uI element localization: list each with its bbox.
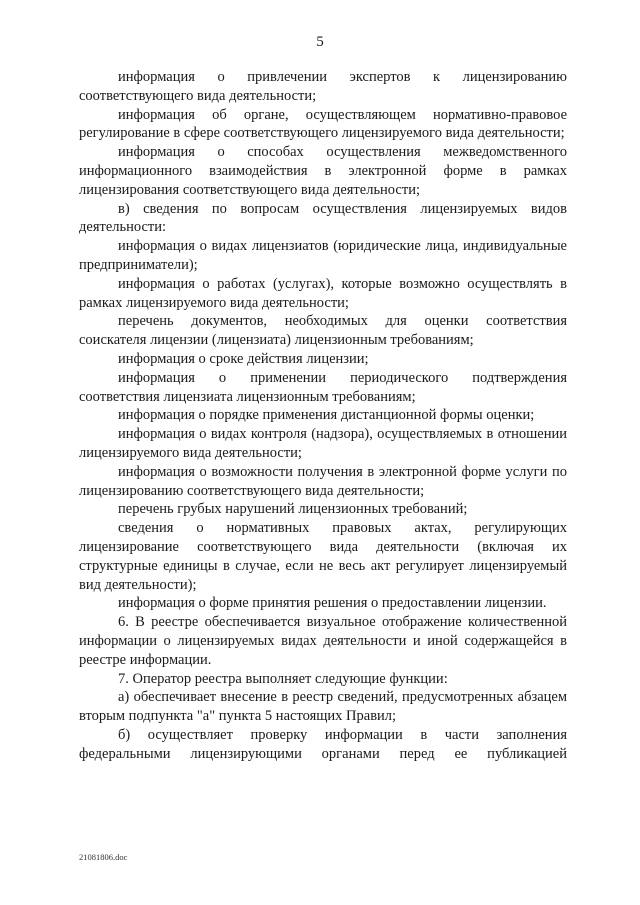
paragraph: информация о видах контроля (надзора), осуществляемых в отношении лицензируемого вида деятельности; — [79, 426, 567, 461]
paragraph: информация о работах (услугах), которые возможно осуществлять в рамках лицензируемого вида деятельности; — [79, 275, 567, 311]
document-body — [79, 68, 567, 763]
paragraph: информация о возможности получения в электронной форме услуги по лицензированию соответствующего вида деятельности; — [79, 463, 567, 499]
paragraph: а) обеспечивает внесение в реестр сведений, предусмотренных абзацем вторым подпункта "а" пункта 5 настоящих Правил; — [79, 689, 567, 725]
paragraph: сведения о нормативных правовых актах, регулирующих лицензирование соответствующего вида деятельности (включая их структурные единицы в случае, если не весь акт регулирует лицензируемый вид деятельности); — [79, 520, 567, 593]
paragraph: б) осуществляет проверку информации в части заполнения федеральными лицензирующими органами перед ее публикацией — [79, 726, 567, 762]
paragraph: информация о способах осуществления межведомственного информационного взаимодействия в электронной форме в рамках лицензирования соответствующего вида деятельности; — [79, 144, 567, 198]
paragraph: информация о применении периодического подтверждения соответствия лицензиата лицензионным требованиям; — [79, 369, 567, 405]
paragraph: информация о форме принятия решения о предоставлении лицензии. — [118, 595, 547, 612]
paragraph: информация о привлечении экспертов к лицензированию соответствующего вида деятельности; — [79, 69, 567, 104]
paragraph: 6. В реестре обеспечивается визуальное отображение количественной информации о лицензируемых видах деятельности и иной содержащейся в реестре информации. — [79, 614, 567, 668]
footer-file-code: 21081806.doc — [79, 852, 128, 862]
page-number: 5 — [316, 34, 324, 50]
paragraph: перечень документов, необходимых для оценки соответствия соискателя лицензии (лицензиата) лицензионным требованиям; — [79, 313, 567, 349]
paragraph: в) сведения по вопросам осуществления лицензируемых видов деятельности: — [79, 200, 567, 236]
paragraph: перечень грубых нарушений лицензионных требований; — [118, 501, 468, 518]
paragraph: информация о порядке применения дистанционной формы оценки; — [118, 407, 535, 424]
paragraph: 7. Оператор реестра выполняет следующие функции: — [118, 670, 448, 687]
paragraph: информация об органе, осуществляющем нормативно-правовое регулирование в сфере соответствующего лицензируемого вида деятельности; — [79, 106, 567, 142]
paragraph: информация о сроке действия лицензии; — [118, 350, 369, 367]
paragraph: информация о видах лицензиатов (юридические лица, индивидуальные предприниматели); — [79, 238, 567, 273]
